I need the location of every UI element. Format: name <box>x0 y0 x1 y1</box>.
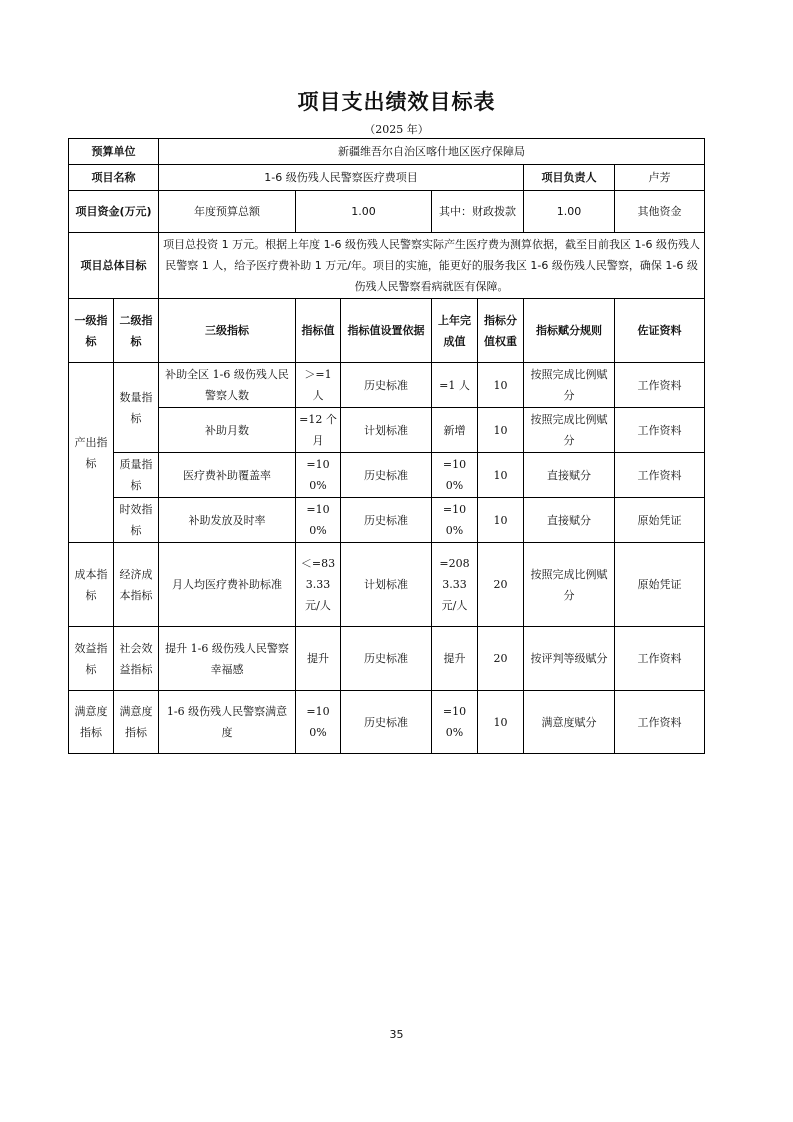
group-benefit: 效益指标 <box>69 627 114 691</box>
header-weight: 指标分值权重 <box>478 299 524 363</box>
subgroup-satisfaction: 满意度指标 <box>114 691 159 754</box>
rule-cell: 满意度赋分 <box>524 691 615 754</box>
table-row <box>69 627 705 691</box>
indicator-cell: 1-6 级伤残人民警察满意度 <box>159 691 296 754</box>
header-level3: 三级指标 <box>159 299 296 363</box>
header-rule: 指标赋分规则 <box>524 299 615 363</box>
value-cell: =100% <box>296 453 341 498</box>
rule-cell: 按照完成比例赋分 <box>524 363 615 408</box>
header-level1: 一级指标 <box>69 299 114 363</box>
other-funds-label: 其他资金 <box>615 191 705 233</box>
rule-cell: 按照完成比例赋分 <box>524 408 615 453</box>
subgroup-quantity: 数量指标 <box>114 363 159 453</box>
weight-cell: 10 <box>478 408 524 453</box>
last-year-cell: =100% <box>432 691 478 754</box>
last-year-cell: 新增 <box>432 408 478 453</box>
overall-goal-text: 项目总投资 1 万元。根据上年度 1-6 级伤残人民警察实际产生医疗费为测算依据，截至目前我区 1-6 级伤残人民警察 1 人，给予医疗费补助 1 万元/年。项目的实施，能更好的服务我区 1-6 级伤残人民警察，确保 1-6 级伤残人民警察看病就医有保障。 <box>159 233 705 299</box>
last-year-cell: 提升 <box>432 627 478 691</box>
basis-cell: 历史标准 <box>341 363 432 408</box>
last-year-cell: =100% <box>432 498 478 543</box>
table-row <box>69 408 705 453</box>
basis-cell: 历史标准 <box>341 453 432 498</box>
evidence-cell: 工作资料 <box>615 363 705 408</box>
page-title: 项目支出绩效目标表 <box>297 90 496 114</box>
rule-cell: 按评判等级赋分 <box>524 627 615 691</box>
basis-cell: 历史标准 <box>341 691 432 754</box>
header-evidence: 佐证资料 <box>615 299 705 363</box>
indicator-cell: 医疗费补助覆盖率 <box>159 453 296 498</box>
value-cell: 提升 <box>296 627 341 691</box>
last-year-cell: =2083.33 元/人 <box>432 543 478 627</box>
fiscal-funds-label: 其中：财政拨款 <box>432 191 524 233</box>
responsible-value: 卢芳 <box>615 165 705 191</box>
value-cell: =12 个月 <box>296 408 341 453</box>
rule-cell: 按照完成比例赋分 <box>524 543 615 627</box>
header-value: 指标值 <box>296 299 341 363</box>
last-year-cell: =1 人 <box>432 363 478 408</box>
indicator-cell: 月人均医疗费补助标准 <box>159 543 296 627</box>
evidence-cell: 工作资料 <box>615 408 705 453</box>
funds-label: 项目资金(万元) <box>69 191 159 233</box>
evidence-cell: 工作资料 <box>615 453 705 498</box>
weight-cell: 10 <box>478 498 524 543</box>
value-cell: ＜=833.33 元/人 <box>296 543 341 627</box>
indicator-header-row <box>69 299 705 363</box>
table-row <box>69 363 705 408</box>
subgroup-timeliness: 时效指标 <box>114 498 159 543</box>
rule-cell: 直接赋分 <box>524 453 615 498</box>
performance-target-table <box>68 138 705 754</box>
table-row <box>69 543 705 627</box>
subgroup-quality: 质量指标 <box>114 453 159 498</box>
weight-cell: 20 <box>478 627 524 691</box>
basis-cell: 历史标准 <box>341 627 432 691</box>
overall-goal-label: 项目总体目标 <box>69 233 159 299</box>
subgroup-economic-cost: 经济成本指标 <box>114 543 159 627</box>
annual-total-value: 1.00 <box>296 191 432 233</box>
weight-cell: 10 <box>478 363 524 408</box>
overall-goal-row <box>69 233 705 299</box>
fiscal-funds-value: 1.00 <box>524 191 615 233</box>
header-level2: 二级指标 <box>114 299 159 363</box>
project-name-value: 1-6 级伤残人民警察医疗费项目 <box>159 165 524 191</box>
basis-cell: 计划标准 <box>341 408 432 453</box>
evidence-cell: 工作资料 <box>615 627 705 691</box>
annual-total-label: 年度预算总额 <box>159 191 296 233</box>
report-year: （2025 年） <box>364 123 429 136</box>
page-number: 35 <box>389 1028 404 1041</box>
responsible-label: 项目负责人 <box>524 165 615 191</box>
budget-unit-value: 新疆维吾尔自治区喀什地区医疗保障局 <box>159 139 705 165</box>
project-funds-row <box>69 191 705 233</box>
indicator-cell: 补助月数 <box>159 408 296 453</box>
value-cell: =100% <box>296 691 341 754</box>
budget-unit-label: 预算单位 <box>69 139 159 165</box>
indicator-cell: 提升 1-6 级伤残人民警察幸福感 <box>159 627 296 691</box>
indicator-cell: 补助发放及时率 <box>159 498 296 543</box>
budget-unit-row <box>69 139 705 165</box>
weight-cell: 10 <box>478 691 524 754</box>
last-year-cell: =100% <box>432 453 478 498</box>
basis-cell: 计划标准 <box>341 543 432 627</box>
table-row <box>69 691 705 754</box>
group-output: 产出指标 <box>69 363 114 543</box>
group-cost: 成本指标 <box>69 543 114 627</box>
evidence-cell: 原始凭证 <box>615 543 705 627</box>
evidence-cell: 工作资料 <box>615 691 705 754</box>
value-cell: ＞=1 人 <box>296 363 341 408</box>
subgroup-social-benefit: 社会效益指标 <box>114 627 159 691</box>
value-cell: =100% <box>296 498 341 543</box>
project-name-row <box>69 165 705 191</box>
table-row <box>69 453 705 498</box>
header-last-year: 上年完成值 <box>432 299 478 363</box>
indicator-cell: 补助全区 1-6 级伤残人民警察人数 <box>159 363 296 408</box>
rule-cell: 直接赋分 <box>524 498 615 543</box>
header-basis: 指标值设置依据 <box>341 299 432 363</box>
evidence-cell: 原始凭证 <box>615 498 705 543</box>
weight-cell: 10 <box>478 453 524 498</box>
group-satisfaction: 满意度指标 <box>69 691 114 754</box>
table-row <box>69 498 705 543</box>
basis-cell: 历史标准 <box>341 498 432 543</box>
weight-cell: 20 <box>478 543 524 627</box>
project-name-label: 项目名称 <box>69 165 159 191</box>
